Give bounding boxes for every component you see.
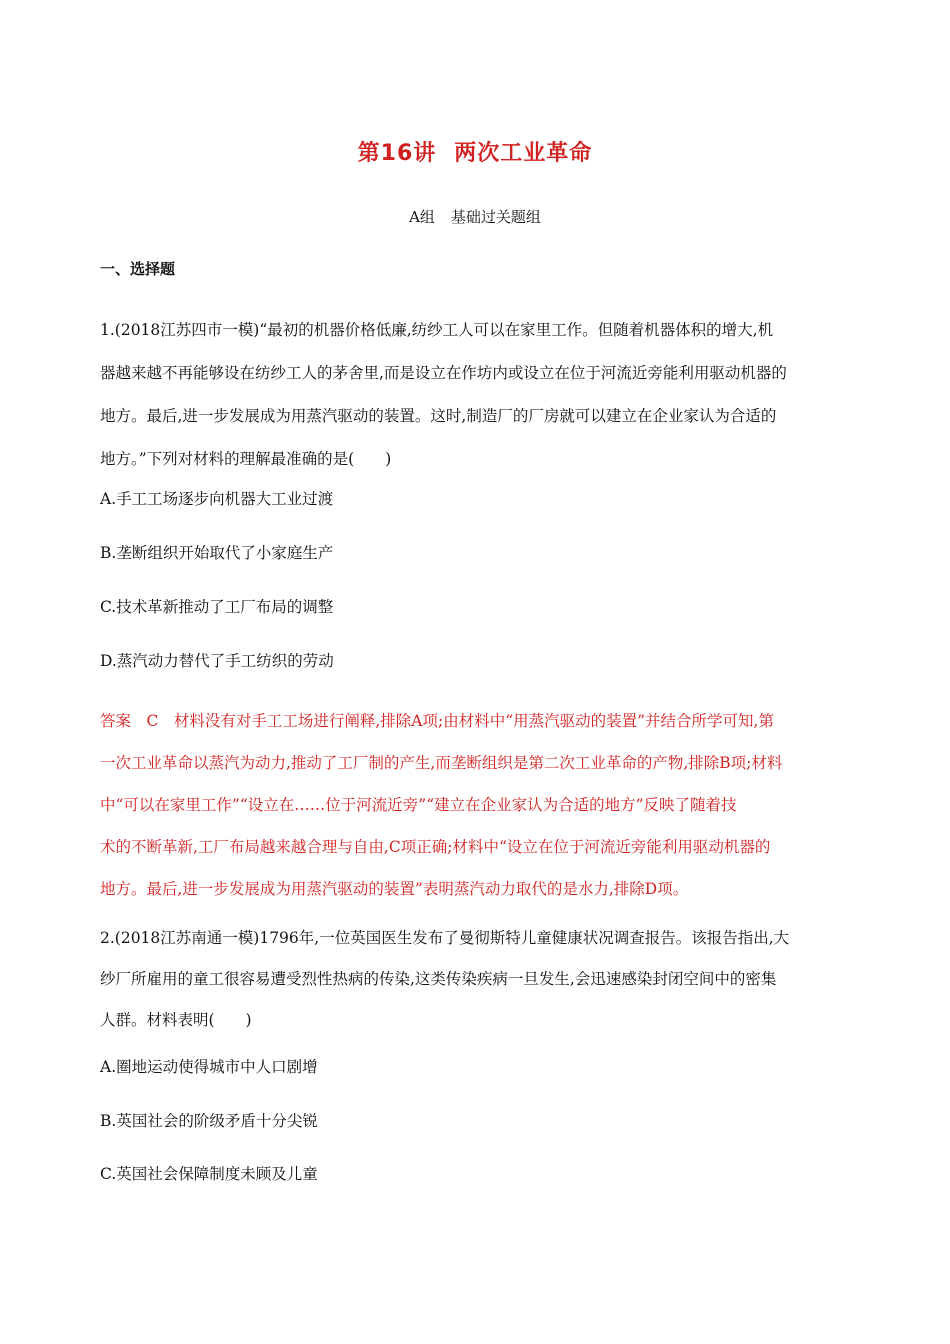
answer-line: 中“可以在家里工作”“设立在……位于河流近旁”“建立在企业家认为合适的地方”反映了随着技 <box>100 796 737 814</box>
lecture-title <box>0 136 950 167</box>
lecture-number: 第16讲 <box>357 141 437 166</box>
question-2-line: 2.(2018江苏南通一模)1796年,一位英国医生发布了曼彻斯特儿童健康状况调查报告。该报告指出,大 <box>100 929 790 947</box>
group-label: A组 <box>409 208 435 226</box>
question-1-stem <box>100 309 852 481</box>
question-2-option-b: B.英国社会的阶级矛盾十分尖锐 <box>100 1112 318 1130</box>
question-2-line: 人群。材料表明( ) <box>100 1011 252 1029</box>
question-2-line: 纱厂所雇用的童工很容易遭受烈性热病的传染,这类传染疾病一旦发生,会迅速感染封闭空间中的密集 <box>100 970 777 988</box>
question-1-line: 器越来越不再能够设在纺纱工人的茅舍里,而是设立在作坊内或设立在位于河流近旁能利用驱动机器的 <box>100 364 787 382</box>
question-1-line: 地方。”下列对材料的理解最准确的是( ) <box>100 450 392 468</box>
question-2-option-a: A.圈地运动使得城市中人口剧增 <box>100 1058 318 1076</box>
question-1-option-c: C.技术革新推动了工厂布局的调整 <box>100 598 334 616</box>
group-subtitle <box>0 206 950 227</box>
question-1-line: 地方。最后,进一步发展成为用蒸汽驱动的装置。这时,制造厂的厂房就可以建立在企业家认为合适的 <box>100 407 777 425</box>
group-name: 基础过关题组 <box>450 208 541 226</box>
answer-line: 地方。最后,进一步发展成为用蒸汽驱动的装置”表明蒸汽动力取代的是水力,排除D项。 <box>100 880 689 898</box>
question-1-line: 1.(2018江苏四市一模)“最初的机器价格低廉,纺纱工人可以在家里工作。但随着机器体积的增大,机 <box>100 321 774 339</box>
answer-line: 答案 C 材料没有对手工工场进行阐释,排除A项;由材料中“用蒸汽驱动的装置”并结合所学可知,第 <box>100 712 774 730</box>
question-2-option-c: C.英国社会保障制度未顾及儿童 <box>100 1165 318 1183</box>
answer-line: 术的不断革新,工厂布局越来越合理与自由,C项正确;材料中“设立在位于河流近旁能利用驱动机器的 <box>100 838 771 856</box>
section-heading: 一、选择题 <box>100 260 176 278</box>
question-1-option-d: D.蒸汽动力替代了手工纺织的劳动 <box>100 652 334 670</box>
question-2-stem <box>100 918 852 1041</box>
lecture-topic: 两次工业革命 <box>454 141 593 166</box>
question-1-option-b: B.垄断组织开始取代了小家庭生产 <box>100 544 334 562</box>
question-1-option-a: A.手工工场逐步向机器大工业过渡 <box>100 490 334 508</box>
question-1-answer <box>100 700 852 910</box>
answer-line: 一次工业革命以蒸汽为动力,推动了工厂制的产生,而垄断组织是第二次工业革命的产物,排除B项;材料 <box>100 754 783 772</box>
